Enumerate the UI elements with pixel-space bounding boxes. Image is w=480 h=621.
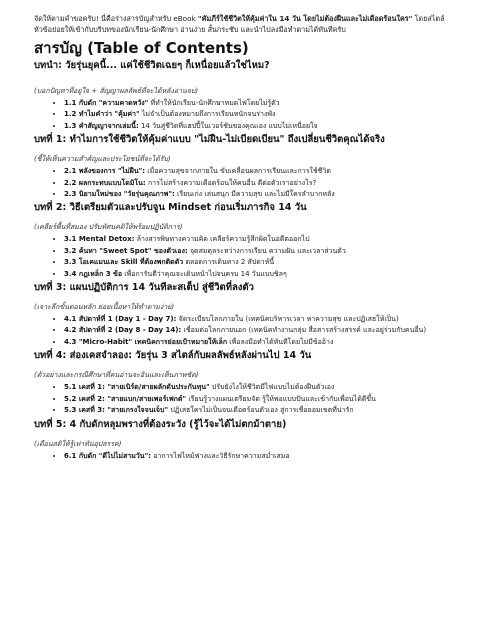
section-title-text: "Micro-Habit" เทคนิคการย่อยเป้าหมายให้เล็ก	[78, 337, 228, 346]
section-title	[64, 315, 176, 323]
section-text: ที่ทำให้นักเรียน-นักศึกษาหมดไฟโดยไม่รู้ตัว	[148, 99, 280, 107]
section-list	[34, 166, 446, 199]
section-number: 3.3	[64, 258, 79, 267]
section-item	[64, 121, 446, 131]
section-list	[34, 451, 446, 461]
section-number: 5.2	[64, 394, 79, 403]
intro-tail: โดยสไตล์หัวข้อย่อยให้เข้ากับบริบทของนักเรียน-นักศึกษา อ่านง่าย สั้นกระชับ และนำไปลงมือทำตามได้ทันทีครับ	[34, 14, 445, 34]
section-title-text: คำสัญญาจากเล่มนี้:	[78, 121, 139, 130]
section-title-text: สัปดาห์ที่ 1 (Day 1 - Day 7):	[78, 315, 177, 324]
section-title	[64, 270, 122, 278]
section-text: จัดระเบียบโลกภายใน (เทคนิคบริหารเวลา หาความสุข และปฏิเสธให้เป็น)	[176, 315, 399, 324]
section-number: 1.2	[64, 110, 79, 119]
chapter-description: (เคลียร์พื้นที่สมอง ปรับทัศนคติให้พร้อมปฏิบัติการ)	[34, 223, 183, 232]
section-title-text: เคสที่ 3: "สายเกรงใจจนเจ็บ"	[78, 406, 169, 415]
section-item	[64, 234, 446, 244]
section-text: ปรับยังไงให้ชีวิตมีไฟแบบไม่ต้องฝืนตัวเอง	[209, 383, 335, 392]
chapter-description: (เตือนสติให้รู้เท่าทันอุปสรรค)	[34, 439, 122, 448]
section-title-text: เคสที่ 1: "สายเนิร์ด/สายผลักดันประกันทุน"	[78, 383, 210, 392]
section-title	[64, 190, 175, 198]
section-list	[34, 314, 446, 347]
chapter-heading: บทที่ 1: ทำไมการใช้ชีวิตให้คุ้มค่าแบบ "ไม่ฝืน-ไม่เบียดเบียน" ถึงเปลี่ยนชีวิตคุณได้จริง	[34, 134, 385, 146]
section-item	[64, 189, 446, 199]
section-item	[64, 257, 446, 267]
chapter-description: (บอกปัญหาที่อยู่ใจ + สัญญาผลลัพธ์ที่จะได้หลังอ่านจบ)	[34, 87, 199, 95]
section-item	[64, 98, 446, 108]
section-item	[64, 451, 446, 461]
section-title-text: พลังของการ "ไม่ฝืน":	[78, 167, 146, 176]
section-number: 6.1	[64, 451, 79, 460]
section-title	[64, 383, 210, 391]
section-title	[64, 452, 151, 460]
chapter-description: (เจาะลึกขั้นตอนหลัก ย่อยเนื้อหาให้ทำตามง่าย)	[34, 303, 175, 312]
section-text: เพื่อการันตีว่าคุณจะเดินหน้าไปจนครบ 14 วันแบบชิลๆ	[122, 269, 287, 278]
intro-lead: จัดให้ตามคำขอครับ! นี่คือร่างสารบัญสำหรับ eBook	[34, 14, 198, 23]
section-title	[64, 167, 145, 175]
section-text: เชื่อมต่อโลกภายนอก (เทคนิคทำงานกลุ่ม สื่อสารสร้างสรรค์ และอยู่ร่วมกับคนอื่น)	[181, 326, 427, 335]
section-title	[64, 395, 186, 403]
section-number: 3.1	[64, 235, 79, 244]
intro-paragraph	[34, 14, 446, 35]
section-title-text: กฎเหล็ก 3 ข้อ	[78, 269, 123, 278]
section-number: 3.4	[64, 269, 79, 278]
section-item	[64, 325, 446, 335]
preface-heading: บทนำ: วัยรุ่นยุคนี้... แค่ใช้ชีวิตเฉยๆ ก็เหนื่อยแล้วใช่ไหม?	[34, 60, 270, 71]
section-number: 5.1	[64, 383, 79, 392]
section-item	[64, 109, 446, 119]
section-title	[64, 338, 227, 346]
section-number: 4.2	[64, 326, 79, 335]
section-item	[64, 178, 446, 188]
section-title-text: สัปดาห์ที่ 2 (Day 8 - Day 14):	[78, 326, 182, 335]
section-text: 14 วันสู่ชีวิตที่แฮปปี้ในเวอร์ชันของคุณเอง แบบไม่เหนื่อยใจ	[138, 121, 318, 130]
section-item	[64, 166, 446, 176]
section-item	[64, 246, 446, 256]
section-title-text: ผลกระทบแบบโดมิโน:	[78, 178, 146, 187]
section-number: 5.3	[64, 406, 79, 415]
section-list	[34, 98, 446, 131]
section-title-text: เคสที่ 2: "สายแบก/สายเพอร์เฟกต์"	[78, 394, 187, 403]
chapter-heading: บทที่ 4: ส่องเคสจำลอง: วัยรุ่น 3 สไตล์กับผลลัพธ์หลังผ่านไป 14 วัน	[34, 350, 312, 362]
section-text: การไม่สร้างความเดือดร้อนให้คนอื่น ดีต่อตัวเราอย่างไร?	[145, 178, 317, 187]
section-text: เมื่อความสุขจากภายใน ขับเคลื่อนผลการเรียนและการใช้ชีวิต	[145, 167, 331, 176]
section-text: ล้างสารพิษทางความคิด เคลียร์ความรู้สึกผิดในอดีตออกไป	[134, 235, 310, 244]
section-title	[64, 179, 146, 187]
section-title-text: ค้นหา "Sweet Spot" ของตัวเอง:	[78, 246, 188, 255]
section-title-text: กับดัก "ดีไปไม่สามวัน":	[78, 451, 152, 460]
section-number: 1.1	[64, 99, 79, 107]
section-text: เพื่อลงมือทำได้ทันทีโดยไม่มีข้ออ้าง	[227, 337, 334, 346]
section-text: ตลอดการเดินทาง 2 สัปดาห์นี้	[183, 258, 275, 267]
section-text: ไม่จำเป็นต้องหมายถึงการเรียนหนักจนร่างพัง	[139, 110, 276, 119]
section-text: เรียนเก่ง เล่นสนุก มีความสุข และไม่มีใครลำบากหลัง	[174, 190, 335, 199]
section-text: จุดสมดุลระหว่างการเรียน ความฝัน และเวลาส่วนตัว	[187, 246, 346, 255]
section-number: 2.3	[64, 190, 79, 199]
section-item	[64, 382, 446, 392]
chapter-list	[34, 86, 446, 461]
chapter-description: (ชี้ให้เห็นความสำคัญและประโยชน์ที่จะได้รับ)	[34, 155, 171, 164]
section-title	[64, 247, 188, 255]
section-text: อาการไฟไหม้ฟางและวิธีรักษาความสม่ำเสมอ	[151, 451, 290, 460]
section-number: 4.3	[64, 337, 79, 346]
section-title	[64, 99, 148, 107]
chapter-heading: บทที่ 5: 4 กับดักหลุมพรางที่ต้องระวัง (รู้ไว้จะได้ไม่ตกม้าตาย)	[34, 418, 287, 430]
section-title	[64, 110, 140, 118]
section-text: เรียนรู้วางแผนเตรียมจัด รู้ให้พอแบบปันและเข้ากับเพื่อนได้ดีขึ้น	[186, 394, 376, 403]
chapter-heading: บทที่ 3: แผนปฏิบัติการ 14 วันทีละสเต็ป สู่ชีวิตที่ลงตัว	[34, 282, 254, 294]
section-list	[34, 234, 446, 279]
section-title	[64, 235, 134, 243]
section-item	[64, 394, 446, 404]
section-title-text: โอเคแมนเละ Skill ที่ต้องพกติดตัว	[78, 258, 184, 267]
section-number: 2.1	[64, 167, 79, 176]
section-text: ปฏิเสธใครไม่เป็นจนเดือดร้อนตัวเอง สู่การเชื่อยอมเขตที่น่ารัก	[168, 406, 354, 415]
section-number: 3.2	[64, 246, 79, 255]
chapter-heading: บทที่ 2: วิธีเตรียมตัวและปรับจูน Mindset ก่อนเริ่มภารกิจ 14 วัน	[34, 202, 307, 214]
section-title-text: ทำไมคำว่า "คุ้มค่า"	[78, 110, 140, 119]
section-title-text: Mental Detox:	[78, 235, 135, 244]
section-item	[64, 269, 446, 279]
section-title-text: นิยามใหม่ของ "วัยรุ่นคุณภาพ":	[78, 190, 175, 199]
section-title	[64, 122, 139, 130]
section-title	[64, 406, 168, 414]
section-number: 4.1	[64, 315, 79, 324]
intro-book-title: "คัมภีร์ใช้ชีวิตให้คุ้มค่าใน 14 วัน โดยไม่ต้องฝืนและไม่เดือดร้อนใคร"	[197, 14, 413, 23]
toc-title: สารบัญ (Table of Contents)	[34, 39, 249, 57]
section-item	[64, 337, 446, 347]
section-number: 2.2	[64, 178, 79, 187]
section-title	[64, 258, 183, 266]
section-item	[64, 405, 446, 415]
section-item	[64, 314, 446, 324]
chapter-description: (ตัวอย่างและกรณีศึกษาที่คนอ่านจะอินและเห็นภาพชัด)	[34, 371, 199, 380]
section-list	[34, 382, 446, 415]
section-number: 1.3	[64, 121, 79, 130]
section-title	[64, 326, 181, 334]
section-title-text: กับดัก "ความคาดหวัง"	[78, 99, 149, 107]
